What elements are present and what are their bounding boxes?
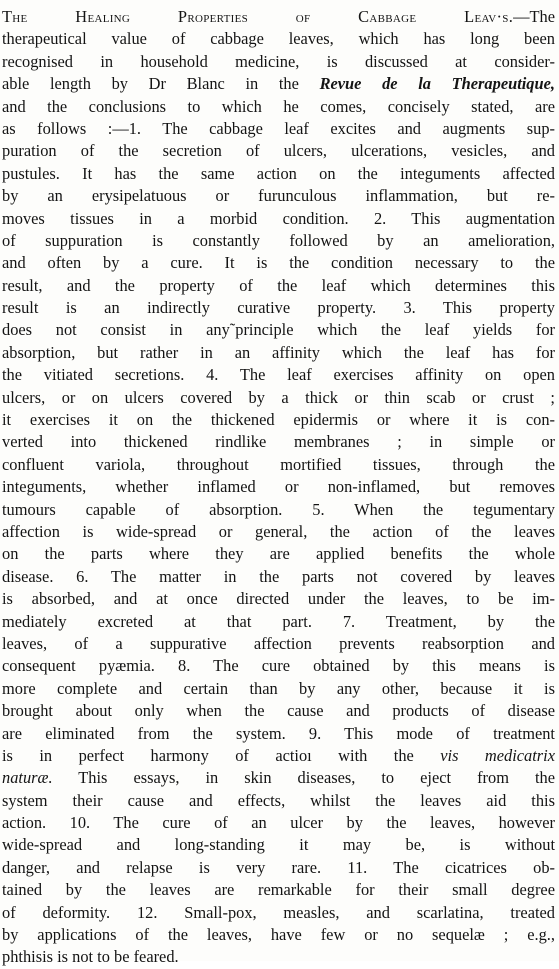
text-segment: This essays, in skin diseases, to eject from the [78,768,555,788]
text-line: it exercises it on the thickened epidermis or where it is con- [2,410,555,430]
text-line: mediately excreted at that part. 7. Treatment, by the [2,611,555,631]
text-line: integuments, whether inflamed or non-inflamed, but removes [2,477,555,497]
latin-phrase: vis medicatrix [440,745,555,765]
text-line: more complete and certain than by any other, because it is [2,678,555,698]
text-line: wide-spread and long-standing it may be, is without [2,835,555,855]
text-line: as follows :—1. The cabbage leaf excites and augments sup- [2,118,555,138]
text-line: system their cause and effects, whilst the leaves aid this [2,790,555,810]
text-line: result, and the property of the leaf which determines this [2,275,555,295]
text-line: on the parts where they are applied benefits the whole [2,544,555,564]
text-line: affection is wide-spread or general, the action of the leaves [2,521,555,541]
text-line: of deformity. 12. Small-pox, measles, and scarlatina, treated [2,902,555,922]
journal-name: Revue de la Therapeutique, [319,74,555,94]
text-line: confluent variola, throughout mortified tissues, through the [2,454,555,474]
text-line: result is an indirectly curative property. 3. This property [2,298,555,318]
text-line: danger, and relapse is very rare. 11. The cicatrices ob- [2,857,555,877]
text-line: and often by a cure. It is the condition necessary to the [2,253,555,273]
text-line: by an erysipelatuous or furunculous inflammation, but re- [2,186,555,206]
text-line: puration of the secretion of ulcers, ulcerations, vesicles, and [2,141,555,161]
text-line: the vitiated secretions. 4. The leaf exercises affinity on open [2,365,555,385]
text-line: action. 10. The cure of an ulcer by the leaves, however [2,813,555,833]
text-line: recognised in household medicine, is discussed at consider- [2,51,555,71]
article-title: The Healing Properties of Cabbage Leav·s. [2,7,514,26]
text-line: ulcers, or on ulcers covered by a thick or thin scab or crust ; [2,387,555,407]
text-line: and the conclusions to which he comes, concisely stated, are [2,96,555,116]
text-line: of suppuration is constantly followed by an amelioration, [2,230,555,250]
text-line: moves tissues in a morbid condition. 2. This augmentation [2,208,555,228]
text-line [2,745,555,767]
text-line: consequent pyæmia. 8. The cure obtained by this means is [2,656,555,676]
text-line [2,73,555,95]
text-line: pustules. It has the same action on the integuments affected [2,163,555,183]
text-line [2,767,555,789]
text-line: brought about only when the cause and products of disease [2,701,555,721]
text-line: is absorbed, and at once directed under the leaves, to be im- [2,589,555,609]
text-line: tumours capable of absorption. 5. When the tegumentary [2,499,555,519]
text-segment: is in perfect harmony of actioı with the [2,745,414,765]
text-line: tained by the leaves are remarkable for their small degree [2,880,555,900]
text-line: verted into thickened rindlike membranes ; in simple or [2,432,555,452]
text-line [2,6,555,28]
text-line: leaves, of a suppurative affection prevents reabsorption and [2,633,555,653]
text-line: disease. 6. The matter in the parts not covered by leaves [2,566,555,586]
text-line: by applications of the leaves, have few or no sequelæ ; e.g., [2,925,555,945]
text-line: does not consist in any˜principle which the leaf yields for [2,320,555,340]
article-body [2,6,555,969]
text-line: phthisis is not to be feared. [2,947,179,967]
latin-phrase: naturæ. [2,768,53,788]
text-segment: able length by Dr Blanc in the [2,74,299,94]
text-segment: —The [513,7,555,26]
text-line: therapeutical value of cabbage leaves, which has long been [2,29,555,49]
text-line: absorption, but rather in an affinity which the leaf has for [2,342,555,362]
text-line: are eliminated from the system. 9. This mode of treatment [2,723,555,743]
